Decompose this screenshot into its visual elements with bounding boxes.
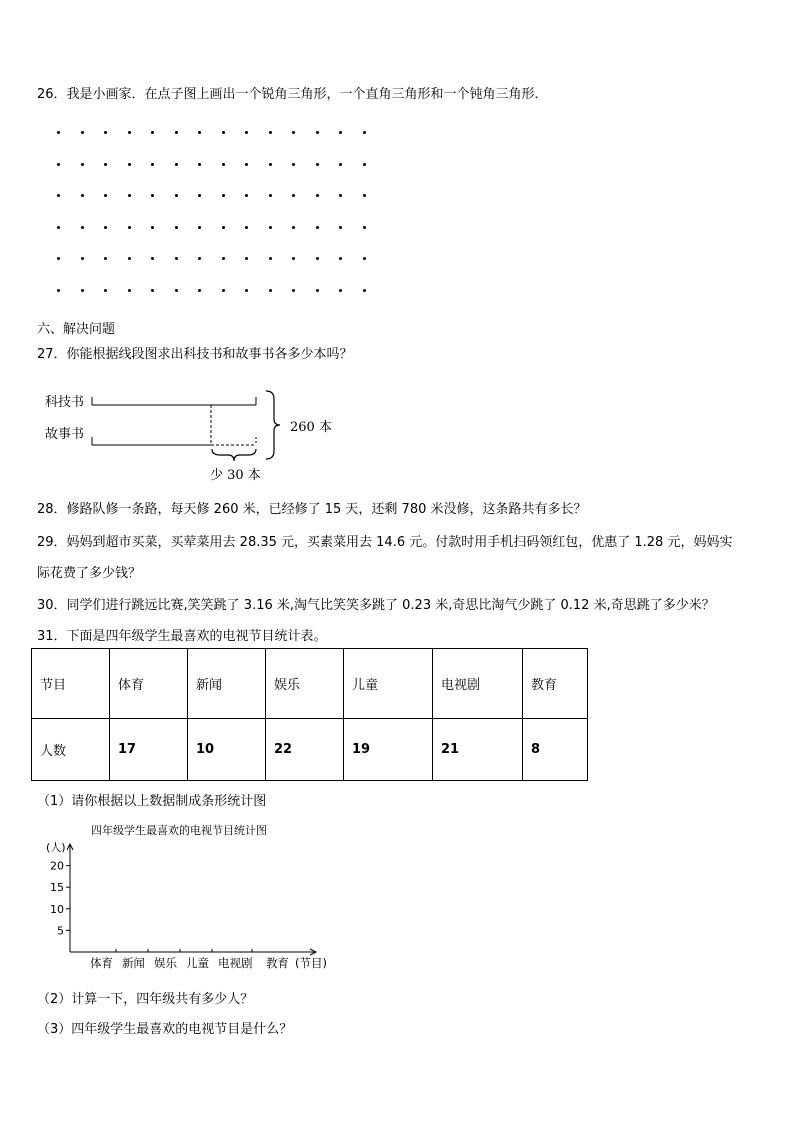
grid-dot[interactable] — [222, 289, 225, 292]
question-28: 28．修路队修一条路，每天修 260 米，已经修了 15 天，还剩 780 米没修，这条路共有多长？ — [37, 502, 587, 517]
difference-label: 少 30 本 — [210, 468, 261, 483]
grid-dot[interactable] — [128, 226, 131, 229]
table-cell: 新闻 — [188, 649, 266, 719]
label-story-books: 故事书 — [45, 427, 85, 442]
tv-program-table — [31, 648, 588, 781]
segment-diagram — [30, 385, 350, 490]
question-29-line2: 际花费了多少钱？ — [37, 566, 142, 581]
question-26: 26．我是小画家．在点子图上画出一个锐角三角形，一个直角三角形和一个钝角三角形． — [37, 87, 548, 102]
x-tick-label: 儿童 — [186, 956, 209, 970]
grid-dot[interactable] — [104, 163, 107, 166]
grid-dot[interactable] — [175, 131, 178, 134]
grid-dot[interactable] — [104, 131, 107, 134]
grid-dot[interactable] — [198, 194, 201, 197]
grid-dot[interactable] — [128, 131, 131, 134]
table-cell: 节目 — [32, 649, 110, 719]
grid-dot[interactable] — [222, 131, 225, 134]
table-cell: 教育 — [523, 649, 588, 719]
grid-dot[interactable] — [292, 226, 295, 229]
grid-dot[interactable] — [363, 289, 366, 292]
y-tick-label: 10 — [50, 902, 64, 916]
grid-dot[interactable] — [104, 226, 107, 229]
grid-dot[interactable] — [57, 289, 60, 292]
x-tick-label: 教育 — [266, 956, 289, 970]
grid-dot[interactable] — [245, 163, 248, 166]
grid-dot[interactable] — [81, 194, 84, 197]
grid-dot[interactable] — [81, 289, 84, 292]
grid-dot[interactable] — [269, 257, 272, 260]
grid-dot[interactable] — [198, 289, 201, 292]
table-cell: 体育 — [110, 649, 188, 719]
grid-dot[interactable] — [151, 257, 154, 260]
grid-dot[interactable] — [339, 257, 342, 260]
table-cell: 人数 — [32, 719, 110, 781]
grid-dot[interactable] — [222, 194, 225, 197]
grid-dot[interactable] — [316, 289, 319, 292]
section-title: 六、解决问题 — [37, 322, 116, 337]
grid-dot[interactable] — [316, 131, 319, 134]
table-cell: 娱乐 — [266, 649, 344, 719]
grid-dot[interactable] — [316, 257, 319, 260]
grid-dot[interactable] — [245, 226, 248, 229]
x-tick-label: 娱乐 — [154, 956, 177, 970]
grid-dot[interactable] — [316, 194, 319, 197]
grid-dot[interactable] — [316, 163, 319, 166]
grid-dot[interactable] — [104, 257, 107, 260]
grid-dot[interactable] — [316, 226, 319, 229]
grid-dot[interactable] — [151, 131, 154, 134]
question-31-part1: （1）请你根据以上数据制成条形统计图 — [37, 794, 267, 809]
grid-dot[interactable] — [198, 257, 201, 260]
table-header-row — [32, 649, 588, 719]
grid-dot[interactable] — [175, 289, 178, 292]
grid-dot[interactable] — [198, 163, 201, 166]
grid-dot[interactable] — [245, 257, 248, 260]
grid-dot[interactable] — [175, 257, 178, 260]
grid-dot[interactable] — [222, 226, 225, 229]
grid-dot[interactable] — [363, 257, 366, 260]
grid-dot[interactable] — [339, 131, 342, 134]
grid-dot[interactable] — [339, 194, 342, 197]
question-29-line1: 29．妈妈到超市买菜，买荤菜用去 28.35 元，买素菜用去 14.6 元。付款时用手机扫码领红包，优惠了 1.28 元，妈妈实 — [37, 535, 733, 550]
table-cell: 22 — [266, 719, 344, 781]
grid-dot[interactable] — [269, 194, 272, 197]
grid-dot[interactable] — [81, 131, 84, 134]
grid-dot[interactable] — [57, 163, 60, 166]
grid-dot[interactable] — [363, 131, 366, 134]
grid-dot[interactable] — [128, 163, 131, 166]
grid-dot[interactable] — [175, 226, 178, 229]
grid-dot[interactable] — [57, 226, 60, 229]
grid-dot[interactable] — [292, 163, 295, 166]
question-31-part2: （2）计算一下，四年级共有多少人？ — [37, 992, 254, 1007]
grid-dot[interactable] — [292, 194, 295, 197]
grid-dot[interactable] — [151, 163, 154, 166]
grid-dot[interactable] — [339, 289, 342, 292]
grid-dot[interactable] — [175, 163, 178, 166]
x-axis-label: (节目) — [295, 956, 327, 970]
grid-dot[interactable] — [245, 194, 248, 197]
grid-dot[interactable] — [269, 131, 272, 134]
grid-dot[interactable] — [57, 257, 60, 260]
table-data-row — [32, 719, 588, 781]
grid-dot[interactable] — [151, 194, 154, 197]
grid-dot[interactable] — [128, 257, 131, 260]
table-cell: 儿童 — [344, 649, 433, 719]
y-tick-label: 20 — [50, 859, 64, 873]
grid-dot[interactable] — [222, 257, 225, 260]
total-brace — [266, 391, 280, 459]
table-cell: 10 — [188, 719, 266, 781]
dot-grid[interactable] — [0, 0, 794, 300]
grid-dot[interactable] — [151, 226, 154, 229]
table-cell: 19 — [344, 719, 433, 781]
y-axis-label: (人) — [46, 841, 66, 854]
table-cell: 17 — [110, 719, 188, 781]
x-tick-label: 新闻 — [122, 956, 145, 970]
grid-dot[interactable] — [104, 289, 107, 292]
grid-dot[interactable] — [363, 226, 366, 229]
grid-dot[interactable] — [81, 226, 84, 229]
grid-dot[interactable] — [222, 163, 225, 166]
table-cell: 8 — [523, 719, 588, 781]
grid-dot[interactable] — [269, 226, 272, 229]
grid-dot[interactable] — [175, 194, 178, 197]
x-tick-label: 体育 — [90, 956, 113, 970]
grid-dot[interactable] — [339, 163, 342, 166]
grid-dot[interactable] — [245, 131, 248, 134]
grid-dot[interactable] — [81, 163, 84, 166]
grid-dot[interactable] — [292, 131, 295, 134]
question-27: 27．你能根据线段图求出科技书和故事书各多少本吗？ — [37, 347, 353, 362]
grid-dot[interactable] — [57, 194, 60, 197]
grid-dot[interactable] — [128, 289, 131, 292]
grid-dot[interactable] — [81, 257, 84, 260]
grid-dot[interactable] — [363, 194, 366, 197]
question-31-part3: （3）四年级学生最喜欢的电视节目是什么？ — [37, 1022, 293, 1037]
grid-dot[interactable] — [292, 289, 295, 292]
x-tick-label: 电视剧 — [218, 956, 253, 970]
grid-dot[interactable] — [269, 289, 272, 292]
grid-dot[interactable] — [363, 163, 366, 166]
grid-dot[interactable] — [292, 257, 295, 260]
total-label: 260 本 — [290, 420, 332, 435]
bar-chart[interactable] — [40, 818, 340, 978]
grid-dot[interactable] — [57, 131, 60, 134]
chart-title: 四年级学生最喜欢的电视节目统计图 — [91, 824, 267, 837]
grid-dot[interactable] — [198, 131, 201, 134]
question-31: 31．下面是四年级学生最喜欢的电视节目统计表。 — [37, 629, 327, 644]
label-science-books: 科技书 — [45, 395, 85, 410]
difference-brace — [212, 449, 256, 461]
grid-dot[interactable] — [198, 226, 201, 229]
grid-dot[interactable] — [151, 289, 154, 292]
grid-dot[interactable] — [269, 163, 272, 166]
y-tick-label: 15 — [50, 881, 64, 895]
table-cell: 21 — [433, 719, 523, 781]
question-30: 30．同学们进行跳远比赛,笑笑跳了 3.16 米,淘气比笑笑多跳了 0.23 米,奇思比淘气少跳了 0.12 米,奇思跳了多少米？ — [37, 598, 715, 613]
grid-dot[interactable] — [245, 289, 248, 292]
y-tick-label: 5 — [57, 924, 64, 938]
table-cell: 电视剧 — [433, 649, 523, 719]
grid-dot[interactable] — [339, 226, 342, 229]
grid-dot[interactable] — [128, 194, 131, 197]
grid-dot[interactable] — [104, 194, 107, 197]
